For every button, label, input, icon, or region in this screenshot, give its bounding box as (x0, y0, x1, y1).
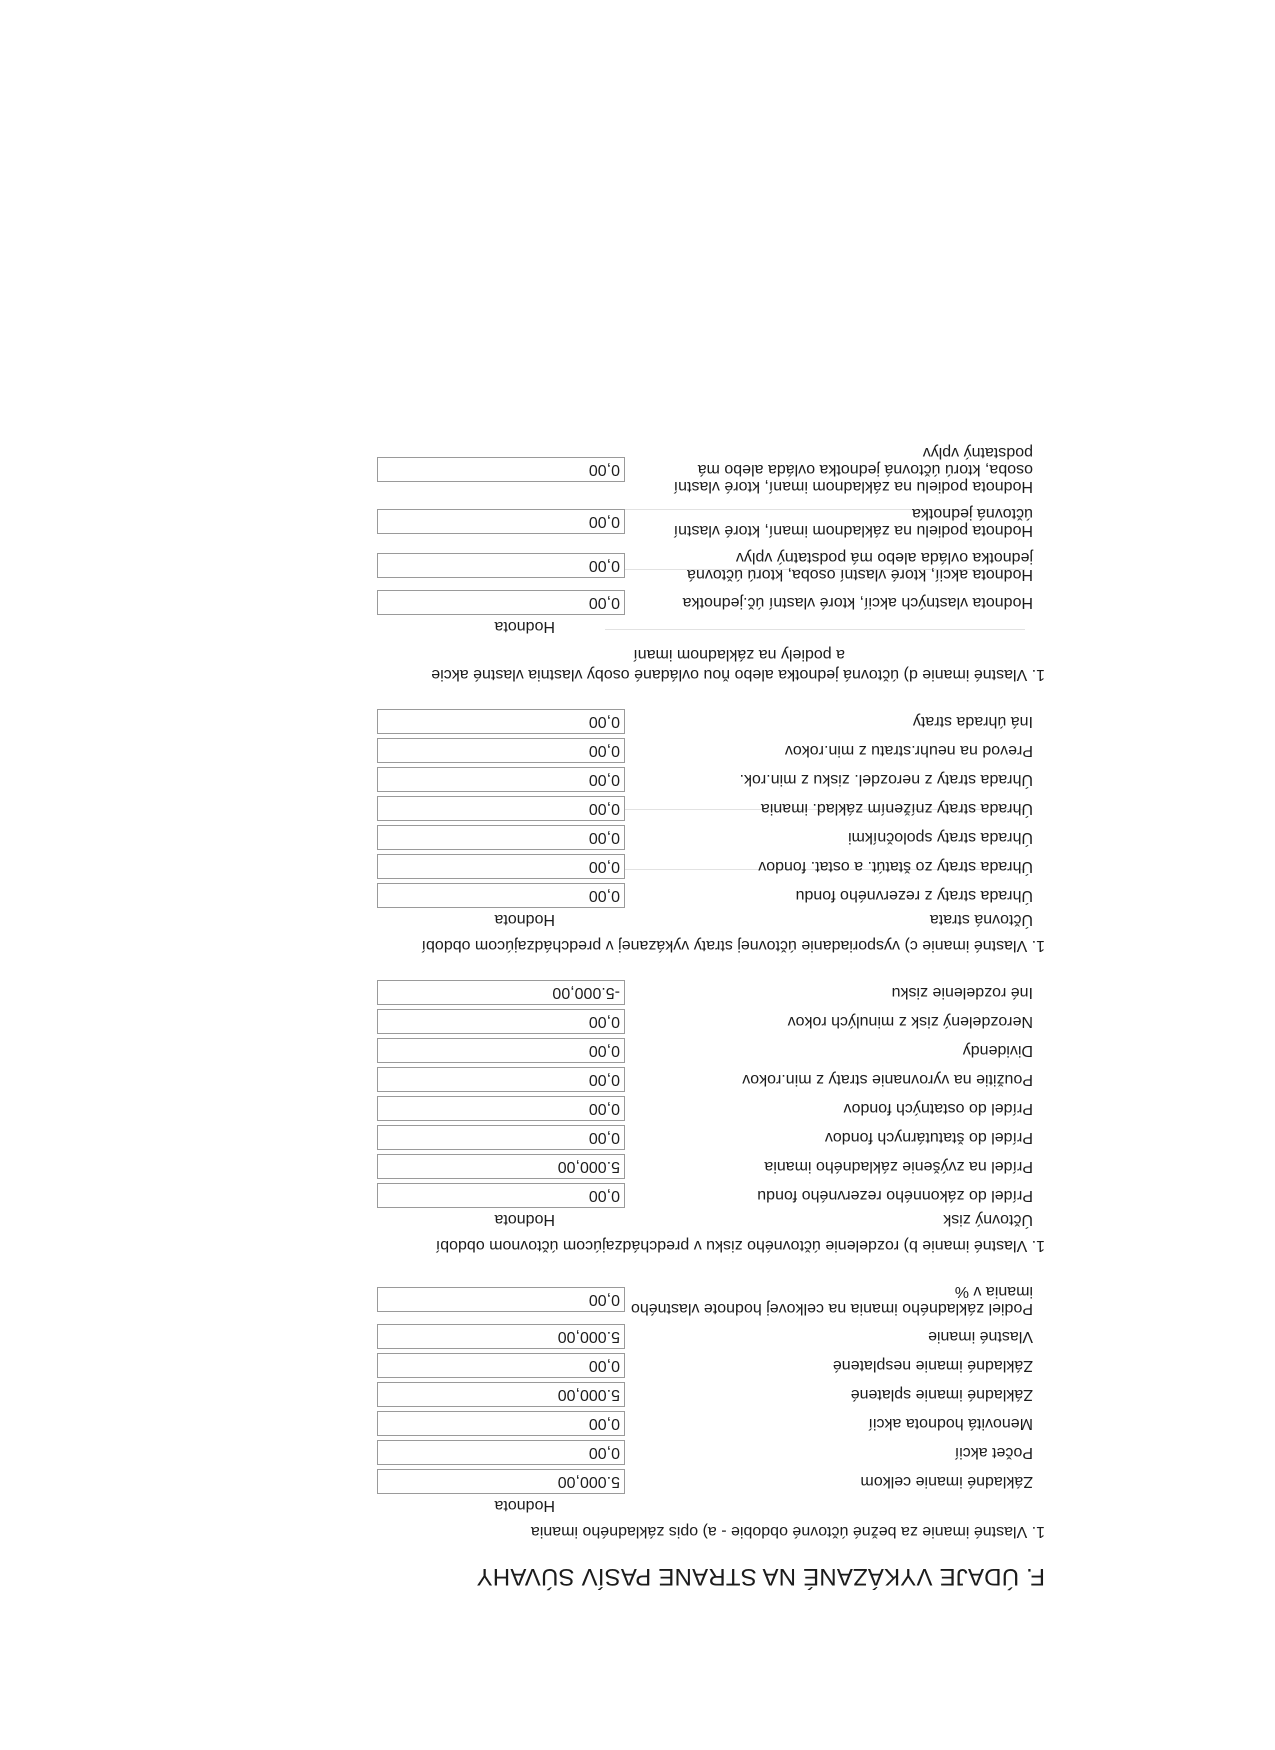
section-title: 1. Vlastné imanie b) rozdelenie účtovného zisku v predchádzajúcom účtovnom období (435, 1237, 1045, 1254)
table-row (225, 1094, 1045, 1123)
row-label: Úhrada straty z nerozdel. zisku z min.rok. (739, 771, 1033, 788)
table-row (225, 588, 1045, 617)
section-title: 1. Vlastné imanie d) účtovná jednotka alebo ňou ovládané osoby vlastnia vlastné akcie (431, 666, 1045, 683)
value-field[interactable]: -5.000,00 (377, 980, 625, 1005)
row-label: Hodnota vlastných akcií, ktoré vlastní úč.jednotka (682, 594, 1033, 611)
row-label: Úhrada straty z rezervného fondu (795, 887, 1033, 904)
value-field[interactable]: 0,00 (377, 796, 625, 821)
table-row (225, 440, 1045, 500)
value-field[interactable]: 0,00 (377, 1440, 625, 1465)
table-row (225, 1181, 1045, 1210)
value-field[interactable]: 5.000,00 (377, 1154, 625, 1179)
table-row (225, 823, 1045, 852)
value-column-header: Hodnota (494, 1211, 555, 1228)
value-field[interactable]: 0,00 (377, 854, 625, 879)
value-column-header: Hodnota (494, 1497, 555, 1514)
row-label: Úhrada straty znížením základ. imania (760, 800, 1033, 817)
value-column-header: Hodnota (494, 618, 555, 635)
value-field[interactable]: 0,00 (377, 1096, 625, 1121)
table-header (225, 617, 1045, 639)
row-label: Hodnota akcií, ktoré vlastní osoba, ktorú účtovná jednotka ovláda alebo má podstatný vplyv (687, 549, 1033, 583)
table-row (225, 765, 1045, 794)
table-row (225, 852, 1045, 881)
table-row (225, 1409, 1045, 1438)
value-field[interactable]: 5.000,00 (377, 1469, 625, 1494)
table-row (225, 544, 1045, 588)
table-header (225, 1496, 1045, 1518)
table-row (225, 707, 1045, 736)
row-label: Úhrada straty spoločníkmi (848, 829, 1033, 846)
row-label: Použitie na vyrovnanie straty z min.rokov (742, 1071, 1033, 1088)
table-row (225, 1438, 1045, 1467)
table-row (225, 978, 1045, 1007)
table-row (225, 1467, 1045, 1496)
row-label: Prevod na neuhr.stratu z min.rokov (784, 742, 1033, 759)
value-field[interactable]: 0,00 (377, 510, 625, 535)
table-row (225, 1278, 1045, 1322)
value-field[interactable]: 0,00 (377, 1183, 625, 1208)
value-field[interactable]: 0,00 (377, 1067, 625, 1092)
table-row (225, 794, 1045, 823)
row-label: Iné rozdelenie zisku (891, 984, 1033, 1001)
value-field[interactable]: 0,00 (377, 1125, 625, 1150)
row-label: Základné imanie nesplatené (832, 1357, 1033, 1374)
table-row (225, 1036, 1045, 1065)
table-row (225, 1351, 1045, 1380)
page-title: F. ÚDAJE VYKÁZANÉ NA STRANE PASÍV SÚVAHY (476, 1563, 1045, 1590)
row-label: Prídel do ostatných fondov (843, 1100, 1033, 1117)
section-title: 1. Vlastné imanie c) vysporiadanie účtovnej straty vykázanej v predchádzajúcom období (421, 937, 1045, 954)
section-basic-capital (225, 1278, 1045, 1540)
table-row (225, 1152, 1045, 1181)
row-label: Menovitá hodnota akcií (868, 1415, 1033, 1432)
value-field[interactable]: 0,00 (377, 738, 625, 763)
row-label: Nerozdelený zisk z minulých rokov (787, 1013, 1033, 1030)
section-own-shares (225, 440, 1045, 683)
value-field[interactable]: 0,00 (377, 1411, 625, 1436)
row-label: Prídel na zvýšenie základného imania (764, 1158, 1033, 1175)
row-label: Vlastné imanie (928, 1328, 1033, 1345)
section-title: 1. Vlastné imanie za bežné účtovné obdobie - a) opis základného imania (530, 1523, 1045, 1540)
row-label: Prídel do zákonného rezervného fondu (757, 1187, 1033, 1204)
table-row (225, 1123, 1045, 1152)
table-row (225, 1065, 1045, 1094)
value-field[interactable]: 0,00 (377, 825, 625, 850)
row-label: Iná úhrada straty (912, 713, 1033, 730)
table-row (225, 881, 1045, 910)
row-label: Prídel do štatutárnych fondov (824, 1129, 1033, 1146)
value-field[interactable]: 0,00 (377, 458, 625, 483)
value-field[interactable]: 0,00 (377, 554, 625, 579)
value-field[interactable]: 5.000,00 (377, 1382, 625, 1407)
value-field[interactable]: 0,00 (377, 883, 625, 908)
value-column-header: Hodnota (494, 911, 555, 928)
row-label: Úhrada straty zo štatút. a ostat. fondov (758, 858, 1033, 875)
value-field[interactable]: 0,00 (377, 767, 625, 792)
label-column-header: Účtovný zisk (943, 1211, 1033, 1228)
row-label: Základné imanie celkom (860, 1473, 1033, 1490)
value-field[interactable]: 0,00 (377, 590, 625, 615)
section-loss-settlement (225, 707, 1045, 954)
table-row (225, 1380, 1045, 1409)
section-profit-distribution (225, 978, 1045, 1254)
value-field[interactable]: 0,00 (377, 1038, 625, 1063)
table-row (225, 1322, 1045, 1351)
value-field[interactable]: 0,00 (377, 1353, 625, 1378)
table-row (225, 736, 1045, 765)
value-field[interactable]: 0,00 (377, 1288, 625, 1313)
table-header (225, 910, 1045, 932)
table-header (225, 1210, 1045, 1232)
section-subtitle: a podiely na základnom imaní (633, 646, 845, 663)
table-row (225, 1007, 1045, 1036)
table-row (225, 500, 1045, 544)
row-label: Hodnota podielu na základnom imaní, ktoré vlastní osoba, ktorú účtovná jednotka ovláda alebo má podstatný vplyv (673, 444, 1033, 496)
row-label: Dividendy (962, 1042, 1033, 1059)
row-label: Podiel základného imania na celkovej hodnote vlastného imania v % (630, 1283, 1033, 1317)
row-label: Hodnota podielu na základnom imaní, ktoré vlastní účtovná jednotka (673, 505, 1033, 539)
row-label: Počet akcií (954, 1444, 1033, 1461)
value-field[interactable]: 0,00 (377, 1009, 625, 1034)
label-column-header: Účtovná strata (929, 911, 1033, 928)
document-content (225, 416, 1045, 1590)
value-field[interactable]: 0,00 (377, 709, 625, 734)
row-label: Základné imanie splatené (850, 1386, 1033, 1403)
value-field[interactable]: 5.000,00 (377, 1324, 625, 1349)
